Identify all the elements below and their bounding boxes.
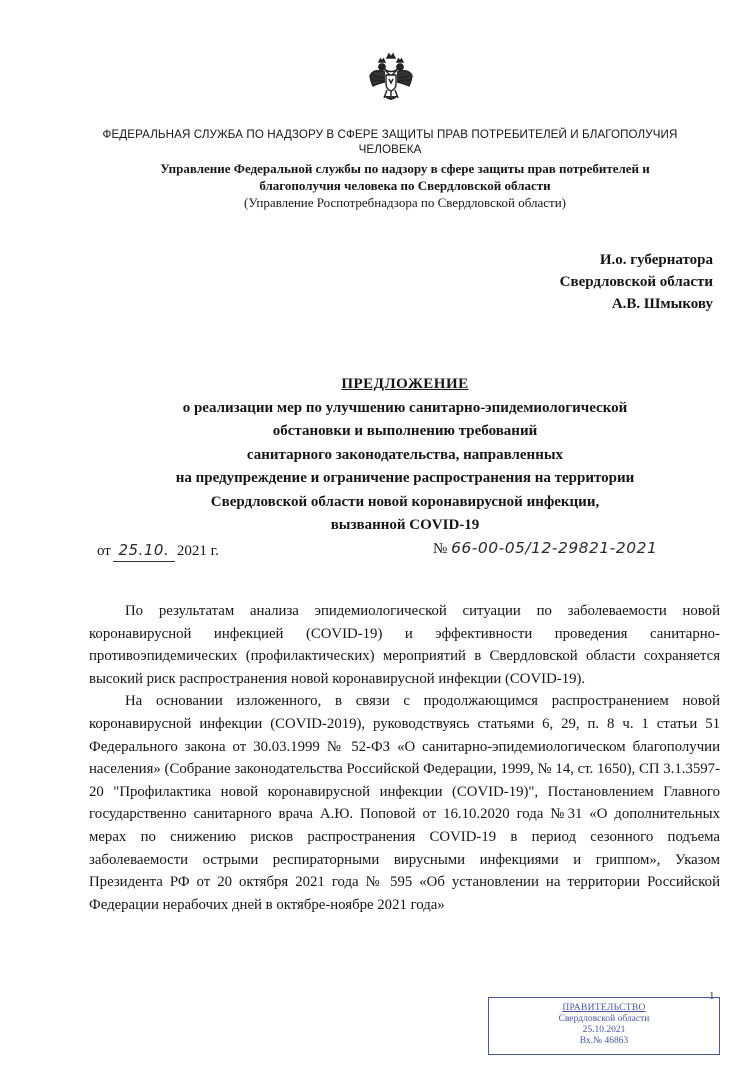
russian-coat-of-arms-icon [367, 52, 415, 104]
date-handwritten: 25.10. [113, 539, 175, 562]
body-paragraph-1: По результатам анализа эпидемиологической ситуации по заболеваемости новой коронавирусной инфекцией (COVID-19) и эффективности проведения санитарно-противоэпидемических (профилактических) мероприятий в Свердловской области сохраняется высокий риск распространения новой коронавирусной инфекции (COVID-19). [89, 603, 720, 687]
department-name-line1: Управление Федеральной службы по надзору в сфере защиты прав потребителей и [160, 161, 650, 176]
document-body [89, 600, 720, 916]
department-name-line2: благополучия человека по Свердловской области [259, 178, 551, 193]
registration-stamp [488, 997, 720, 1055]
date-suffix: 2021 г. [176, 543, 219, 559]
stamp-line1: ПРАВИТЕЛЬСТВО [562, 1003, 646, 1013]
page-number: 1 [709, 990, 715, 1002]
agency-name-line1: ФЕДЕРАЛЬНАЯ СЛУЖБА ПО НАДЗОРУ В СФЕРЕ ЗАЩИТЫ ПРАВ ПОТРЕБИТЕЛЕЙ И БЛАГОПОЛУЧИЯ [102, 128, 678, 141]
title-line5: Свердловской области новой коронавирусной инфекции, [210, 493, 600, 510]
addressee-line2: Свердловской области [559, 274, 713, 290]
addressee-line3: А.В. Шмыкову [611, 296, 713, 312]
title-line1: о реализации мер по улучшению санитарно-эпидемиологической [182, 399, 628, 416]
department-name [95, 160, 715, 194]
document-number [433, 537, 657, 560]
title-line6: вызванной COVID-19 [330, 517, 480, 533]
number-handwritten: 66-00-05/12-29821-2021 [451, 539, 658, 557]
title-line4: на предупреждение и ограничение распространения на территории [175, 470, 635, 486]
document-title [110, 373, 700, 538]
addressee-block [560, 249, 713, 315]
addressee-line1: И.о. губернатора [599, 252, 713, 268]
stamp-line4: Вх.№ 46863 [579, 1036, 629, 1046]
number-prefix: № [433, 541, 448, 557]
agency-name [60, 127, 720, 157]
document-date [97, 539, 219, 562]
title-line3: санитарного законодательства, направленных [246, 446, 564, 463]
stamp-line2: Свердловской области [558, 1014, 650, 1024]
title-line2: обстановки и выполнению требований [272, 423, 538, 439]
stamp-line3: 25.10.2021 [582, 1025, 626, 1035]
date-prefix: от [97, 543, 111, 559]
department-short-name: (Управление Роспотребнадзора по Свердловской области) [244, 195, 566, 210]
document-heading: ПРЕДЛОЖЕНИЕ [341, 376, 469, 392]
body-paragraph-2: На основании изложенного, в связи с продолжающимся распространением новой коронавирусной инфекции (COVID-2019), руководствуясь статьями 6, 29, п. 8 ч. 1 статьи 51 Федерального закона от 30.03.1999 № 52-ФЗ «О санитарно-эпидемиологическом благополучии населения» (Собрание законодательства Российской Федерации, 1999, № 14, ст. 1650), СП 3.1.3597-20 "Профилактика новой коронавирусной инфекции (COVID-19)", Постановлением Главного государственно санитарного врача А.Ю. Поповой от 16.10.2020 года №31 «О дополнительных мерах по снижению рисков распространения COVID-19 в период сезонного подъема заболеваемости острыми респираторными вирусными инфекциями и гриппом», Указом Президента РФ от 20 октября 2021 года № 595 «Об установлении на территории Российской Федерации нерабочих дней в октябре-ноябре 2021 года» [89, 693, 720, 913]
agency-name-line2: ЧЕЛОВЕКА [358, 143, 422, 156]
